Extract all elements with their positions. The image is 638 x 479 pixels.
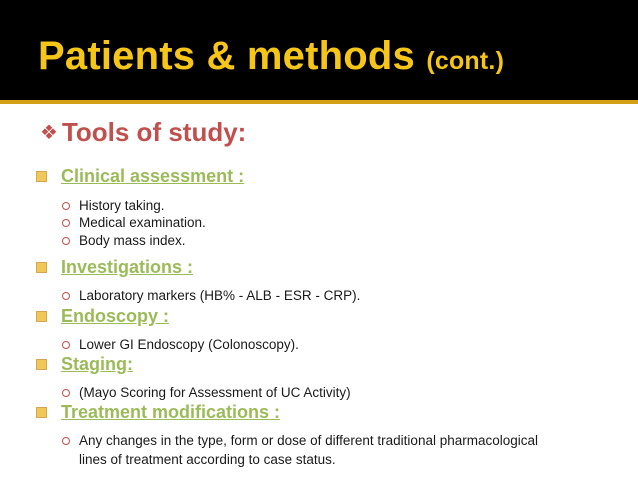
section-label: Treatment modifications : xyxy=(61,402,281,422)
square-bullet-icon xyxy=(36,262,47,273)
list-item xyxy=(62,231,186,250)
circle-bullet-icon xyxy=(62,389,70,397)
circle-bullet-icon xyxy=(62,237,70,245)
section-treatment-modifications xyxy=(36,402,280,423)
list-item-text: Any changes in the type, form or dose of different traditional pharmacological lines of treatment according to case status. xyxy=(79,433,539,467)
slide-heading-text: Tools of study: xyxy=(61,117,247,147)
section-label: Clinical assessment : xyxy=(61,166,245,186)
circle-bullet-icon xyxy=(62,219,70,227)
section-label: Staging: xyxy=(61,354,133,374)
list-item xyxy=(62,431,549,469)
list-item xyxy=(62,213,206,232)
section-endoscopy xyxy=(36,306,169,327)
square-bullet-icon xyxy=(36,359,47,370)
slide-title-text: Patients & methods xyxy=(38,34,415,78)
list-item-text: History taking. xyxy=(79,198,165,213)
slide-heading xyxy=(40,117,246,148)
circle-bullet-icon xyxy=(62,292,70,300)
section-label: Endoscopy : xyxy=(61,306,170,326)
section-label: Investigations : xyxy=(61,257,194,277)
title-divider xyxy=(0,100,638,104)
list-item-text: Body mass index. xyxy=(79,233,186,248)
slide-title xyxy=(38,34,504,79)
circle-bullet-icon xyxy=(62,437,70,445)
circle-bullet-icon xyxy=(62,341,70,349)
list-item-text: Medical examination. xyxy=(79,215,206,230)
list-item xyxy=(62,286,360,305)
slide-title-suffix: (cont.) xyxy=(426,47,505,75)
square-bullet-icon xyxy=(36,311,47,322)
diamond-bullet-icon: ❖ xyxy=(40,122,58,144)
list-item-text: (Mayo Scoring for Assessment of UC Activity) xyxy=(79,385,351,400)
list-item xyxy=(62,335,299,354)
list-item-text: Laboratory markers (HB% - ALB - ESR - CRP). xyxy=(79,288,361,303)
list-item-text: Lower GI Endoscopy (Colonoscopy). xyxy=(79,337,299,352)
title-bar xyxy=(0,0,638,100)
section-investigations xyxy=(36,257,193,278)
section-clinical-assessment xyxy=(36,166,244,187)
list-item xyxy=(62,383,351,402)
section-staging xyxy=(36,354,133,375)
circle-bullet-icon xyxy=(62,202,70,210)
square-bullet-icon xyxy=(36,171,47,182)
square-bullet-icon xyxy=(36,407,47,418)
